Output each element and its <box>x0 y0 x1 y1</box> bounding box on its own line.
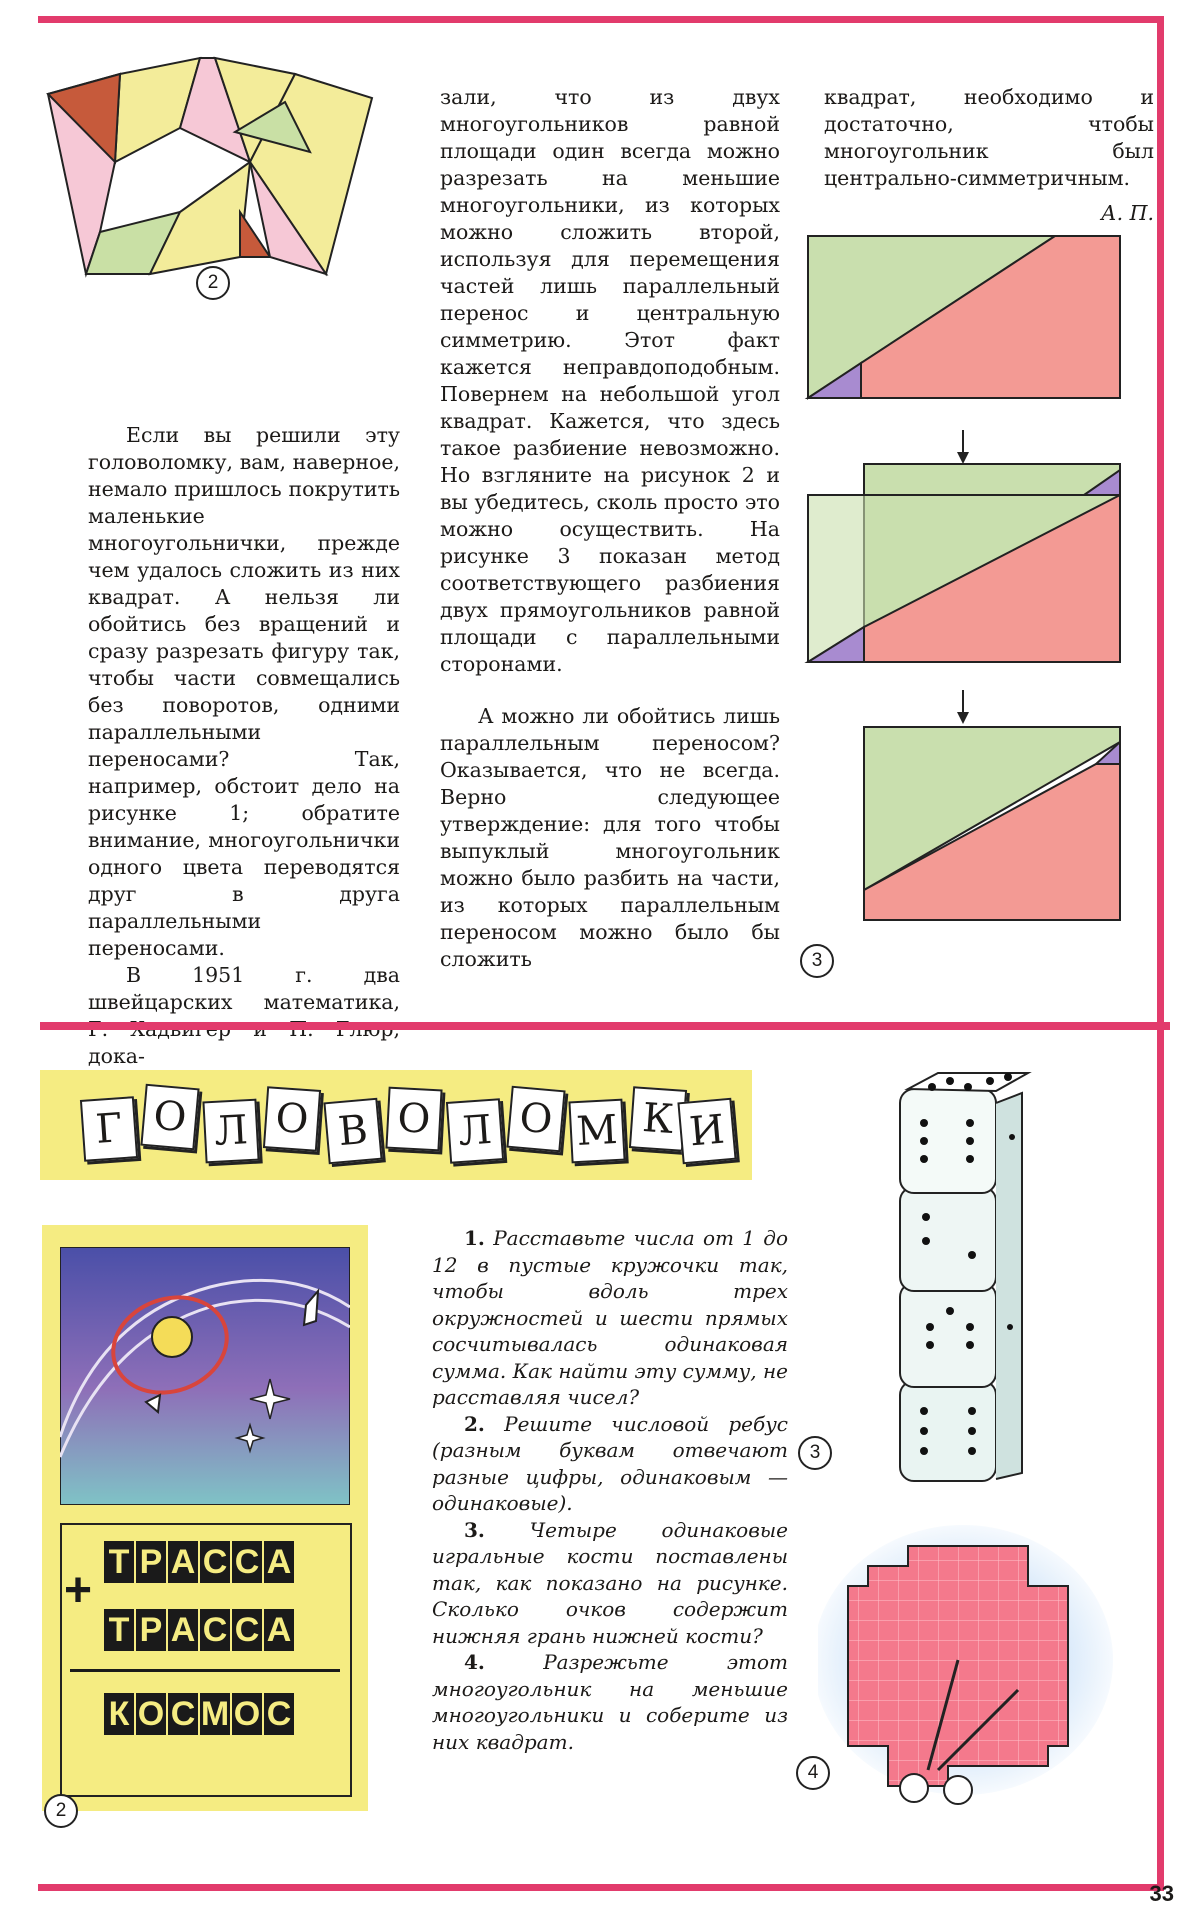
article-column-3 <box>824 84 1154 227</box>
rebus-letter: С <box>232 1541 262 1583</box>
banner-letter: И <box>677 1098 736 1164</box>
banner-letter: О <box>385 1087 442 1152</box>
puzzle-item: 1. Расставьте числа от 1 до 12 в пустые кружочки так, чтобы вдоль трех окружностей и шести прямых сосчитывалась одинаковая сумма. Как найти эту сумму, не расставляя чисел? <box>432 1226 788 1409</box>
banner-letter: Г <box>80 1096 138 1162</box>
rebus-letter: А <box>168 1609 198 1651</box>
puzzle-item: 2. Решите числовой ребус (разным буквам отвечают разные цифры, одинаковым — одинаковые). <box>432 1411 788 1515</box>
rebus-letter: К <box>104 1693 134 1735</box>
banner-letter: К <box>629 1086 687 1152</box>
rebus-line <box>70 1669 340 1672</box>
rebus-letter: Р <box>136 1609 166 1651</box>
rebus-letter: С <box>232 1609 262 1651</box>
puzzle-item: 3. Четыре одинаковые игральные кости поставлены так, как показано на рисунке. Сколько очков содержит нижняя грань нижней кости? <box>432 1517 788 1648</box>
rebus-letter: Т <box>104 1541 134 1583</box>
rebus-letter: А <box>264 1541 294 1583</box>
figure-3-label: 3 <box>800 944 834 978</box>
rebus-letter: С <box>200 1609 230 1651</box>
paragraph: зали, что из двух многоугольников равной площади один всегда можно разрезать на меньшие многоугольники, из которых можно сложить второй, используя для перемещения частей лишь параллельный перенос и центральную симметрию. Этот факт кажется неправдоподобным. Повернем на небольшой угол квадрат. Кажется, что здесь такое разбиение невозможно. Но взгляните на рисунок 2 и вы убедитесь, сколь просто это можно осуществить. На рисунке 3 показан метод соответствующего разбиения двух прямоугольников равной площади с параллельными сторонами. <box>440 85 780 676</box>
dice-label: 3 <box>798 1436 832 1470</box>
banner-letter: О <box>506 1086 565 1152</box>
rebus-card <box>42 1225 368 1811</box>
rebus-letter: О <box>136 1693 166 1735</box>
article-column-2 <box>440 84 780 973</box>
rebus-letter: А <box>168 1541 198 1583</box>
paragraph: В 1951 г. два швейцарских математика, дока- <box>88 963 400 1068</box>
banner-letter: О <box>263 1086 321 1152</box>
dice-stack <box>880 1065 1050 1505</box>
banner-letter: О <box>140 1084 199 1150</box>
rebus-plus: + <box>64 1564 93 1617</box>
banner-letter: В <box>323 1098 382 1164</box>
cross-polygon-figure <box>818 1520 1118 1820</box>
author-signature: А. П. <box>1101 201 1154 225</box>
article-column-1 <box>88 422 400 1070</box>
card-label: 2 <box>44 1794 78 1828</box>
puzzles-banner <box>40 1070 752 1180</box>
rebus-letter: М <box>200 1693 230 1735</box>
rebus-letter: С <box>200 1541 230 1583</box>
rebus-letter: Р <box>136 1541 166 1583</box>
figure-2-label: 2 <box>196 266 230 300</box>
rebus-letter: С <box>168 1693 198 1735</box>
paragraph: А можно ли обойтись лишь параллельным переносом? Оказывается, что не всегда. Верно следующее утверждение: для того чтобы выпуклый многоугольник можно было разбить на части, из которых параллельным переносом можно было бы сложить <box>440 704 780 971</box>
section-divider <box>40 1022 1170 1030</box>
rebus-word-2 <box>104 1609 294 1651</box>
rebus-letter: А <box>264 1609 294 1651</box>
space-illustration <box>60 1247 350 1505</box>
puzzles-list <box>432 1225 788 1755</box>
rebus-letter: С <box>264 1693 294 1735</box>
rebus-result <box>104 1693 294 1735</box>
rebus-letter: О <box>232 1693 262 1735</box>
puzzle-item: 4. Разрежьте этот многоугольник на меньшие многоугольники и соберите из них квадрат. <box>432 1650 788 1754</box>
banner-letter: М <box>568 1099 625 1164</box>
cross-label: 4 <box>796 1756 830 1790</box>
paragraph: квадрат, необходимо и достаточно, чтобы многоугольник был центрально-симметричным. <box>824 85 1154 190</box>
figure-3-rectangles <box>800 230 1130 930</box>
paragraph: Если вы решили эту головоломку, вам, наверное, немало пришлось покрутить маленькие многоугольнички, прежде чем удалось сложить из них квадрат. А нельзя ли обойтись без вращений и сразу разрезать фигуру так, чтобы части совмещались без поворотов, одними параллельными переносами? Так, например, обстоит дело на рисунке 1; обратите внимание, многоугольнички одного цвета переводятся друг в друга параллельными переносами. <box>88 423 400 960</box>
banner-letter: Л <box>446 1098 504 1164</box>
figure-2-puzzle <box>40 52 380 282</box>
rebus-letter: Т <box>104 1609 134 1651</box>
rebus-word-1 <box>104 1541 294 1583</box>
page-number: 33 <box>1149 1881 1174 1906</box>
banner-letter: Л <box>202 1099 259 1164</box>
